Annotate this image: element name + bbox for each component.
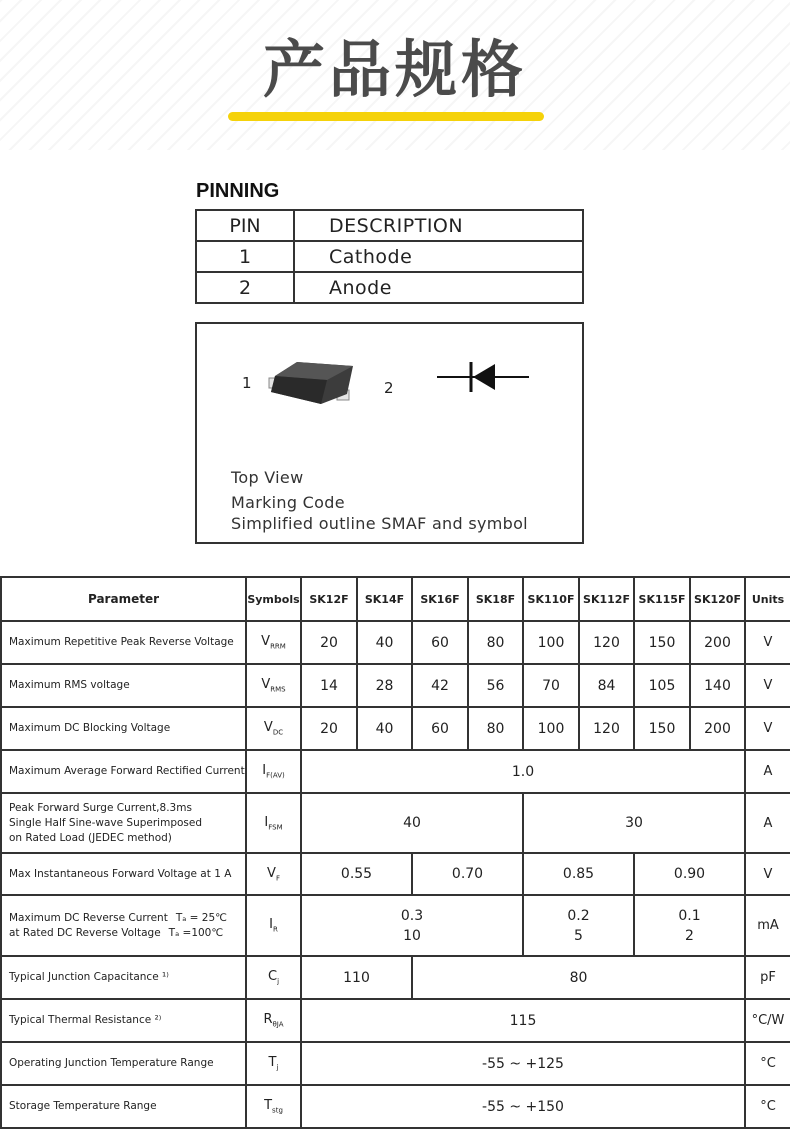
parameter-cell: Typical Junction Capacitance ¹⁾ [1,956,246,999]
parameter-cell: Maximum DC Blocking Voltage [1,707,246,750]
parameter-cell [1,895,246,956]
symbol-cell: $I_{F(AV)}$ [246,750,301,793]
value-cell: 30 [523,793,745,853]
value-cell: 0.90 [634,853,745,895]
symbol-cell: $V_F$ [246,853,301,895]
symbol-cell: $R_{\theta JA}$ [246,999,301,1042]
model-header: SK110F [523,577,579,621]
symbol-cell: $I_{FSM}$ [246,793,301,853]
value-cell: 80 [468,621,523,664]
value-cell: 0.3 10 [301,895,523,956]
unit-cell: V [745,664,790,707]
pin1-label: 1 [242,374,252,392]
value-cell: 0.70 [412,853,523,895]
value-cell: 0.2 5 [523,895,634,956]
pinning-header-row [196,210,583,241]
pin-number: 1 [196,241,294,272]
value-cell: 0.85 [523,853,634,895]
model-header: SK120F [690,577,745,621]
value-cell: 40 [357,621,412,664]
value-cell: 80 [468,707,523,750]
value-cell: 56 [468,664,523,707]
pinning-row [196,241,583,272]
value-cell: 0.1 2 [634,895,745,956]
symbols-header: Symbols [246,577,301,621]
caption-marking-code: Marking Code [231,493,345,512]
unit-cell: V [745,621,790,664]
spec-row-ir [1,895,790,956]
parameter-cell: Storage Temperature Range [1,1085,246,1128]
spec-header-row [1,577,790,621]
symbol-cell: $T_{stg}$ [246,1085,301,1128]
value-cell: 28 [357,664,412,707]
pin-description: Anode [294,272,583,303]
parameter-cell: Maximum Average Forward Rectified Current [1,750,246,793]
value-cell: 100 [523,707,579,750]
pin-description: Cathode [294,241,583,272]
description-column-header: DESCRIPTION [294,210,583,241]
value-cell: 1.0 [301,750,745,793]
pinning-row [196,272,583,303]
value-cell: 150 [634,707,690,750]
model-header: SK16F [412,577,468,621]
model-header: SK12F [301,577,357,621]
value-cell: 200 [690,707,745,750]
parameter-header: Parameter [1,577,246,621]
pinning-heading: PINNING [196,180,280,202]
model-header: SK112F [579,577,634,621]
value-cell: 14 [301,664,357,707]
value-cell: 42 [412,664,468,707]
spec-row-ifav [1,750,790,793]
pin-column-header: PIN [196,210,294,241]
value-cell: 0.55 [301,853,412,895]
model-header: SK18F [468,577,523,621]
spec-row-vrrm [1,621,790,664]
unit-cell: °C/W [745,999,790,1042]
parameter-line: Single Half Sine-wave Superimposed [9,816,203,829]
pin2-label: 2 [384,379,394,397]
value-cell: 110 [301,956,412,999]
value-cell: 70 [523,664,579,707]
page-title: 产品规格 [262,33,527,106]
pin-number: 2 [196,272,294,303]
header-banner [0,0,790,150]
unit-cell: V [745,707,790,750]
value-cell: 20 [301,621,357,664]
symbol-cell: $V_{RRM}$ [246,621,301,664]
value-cell: 200 [690,621,745,664]
parameter-cell: Typical Thermal Resistance ²⁾ [1,999,246,1042]
specification-table [0,576,790,1129]
value-cell: 84 [579,664,634,707]
parameter-cell: Max Instantaneous Forward Voltage at 1 A [1,853,246,895]
value-cell: 150 [634,621,690,664]
units-header: Units [745,577,790,621]
spec-row-cj [1,956,790,999]
parameter-line: Maximum DC Reverse Current [9,911,168,924]
caption-top-view: Top View [231,468,304,487]
value-cell: 20 [301,707,357,750]
parameter-line: at Rated DC Reverse Voltage [9,926,161,939]
spec-row-vf [1,853,790,895]
unit-cell: A [745,793,790,853]
value-cell: 40 [357,707,412,750]
diode-symbol-icon [433,358,533,398]
unit-cell: mA [745,895,790,956]
symbol-cell: $C_j$ [246,956,301,999]
value-cell: 60 [412,621,468,664]
model-header: SK14F [357,577,412,621]
symbol-cell: $T_j$ [246,1042,301,1085]
model-header: SK115F [634,577,690,621]
value-cell: 115 [301,999,745,1042]
title-underline [228,112,544,121]
value-cell: 105 [634,664,690,707]
spec-row-tj [1,1042,790,1085]
value-cell: 40 [301,793,523,853]
unit-cell: °C [745,1085,790,1128]
value-cell: 80 [412,956,745,999]
parameter-cell: Maximum RMS voltage [1,664,246,707]
value-cell: 120 [579,707,634,750]
unit-cell: V [745,853,790,895]
condition-text: Tₐ =100℃ [168,926,224,939]
parameter-cell [1,793,246,853]
spec-row-rthja [1,999,790,1042]
symbol-cell: $I_R$ [246,895,301,956]
symbol-cell: $V_{RMS}$ [246,664,301,707]
parameter-cell: Operating Junction Temperature Range [1,1042,246,1085]
value-cell: 60 [412,707,468,750]
parameter-line: Peak Forward Surge Current,8.3ms [9,801,192,814]
condition-text: Tₐ = 25℃ [175,911,227,924]
value-cell: 120 [579,621,634,664]
pinning-table [195,209,584,304]
package-outline-box [195,322,584,544]
unit-cell: A [745,750,790,793]
value-cell: -55 ~ +125 [301,1042,745,1085]
caption-outline-symbol: Simplified outline SMAF and symbol [231,514,528,533]
value-cell: 100 [523,621,579,664]
value-cell: -55 ~ +150 [301,1085,745,1128]
unit-cell: °C [745,1042,790,1085]
value-cell: 140 [690,664,745,707]
symbol-cell: $V_{DC}$ [246,707,301,750]
parameter-line: on Rated Load (JEDEC method) [9,831,172,844]
spec-row-ifsm [1,793,790,853]
parameter-cell: Maximum Repetitive Peak Reverse Voltage [1,621,246,664]
smaf-package-icon [261,354,357,410]
spec-row-vdc [1,707,790,750]
spec-row-tstg [1,1085,790,1128]
unit-cell: pF [745,956,790,999]
spec-row-vrms [1,664,790,707]
